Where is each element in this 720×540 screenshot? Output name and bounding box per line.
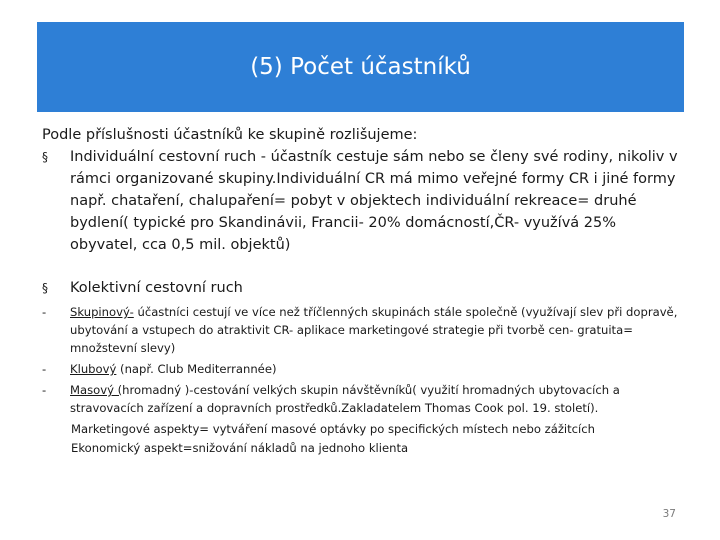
title-bar [37,22,684,112]
intro-line: Podle příslušnosti účastníků ke skupině rozlišujeme: [42,127,418,143]
subitem-term: Skupinový- [70,305,134,319]
extra-line-marketing: Marketingové aspekty= vytváření masové optávky po specifických místech nebo zážitcích [71,422,595,436]
collective-subitems [42,303,682,417]
bullet-text [70,146,682,256]
extra-line-economic: Ekonomický aspekt=snižování nákladů na jednoho klienta [71,441,409,455]
slide-content [42,124,682,458]
dash-marker: - [42,383,47,397]
dash-marker: - [42,362,47,376]
bullet-head: Individuální cestovní ruch - [70,149,271,165]
bullet-individual [42,146,682,256]
bullet-marker: § [42,150,48,164]
list-item [42,381,682,417]
subitem-term: Masový ( [70,383,123,397]
bullet-head: Kolektivní cestovní ruch [70,280,243,296]
subitem-text: účastníci cestují ve více než tříčlenných skupinách stále společně (využívají slev při dopravě, ubytování a vstupech do atraktivit CR- aplikace marketingové strategie při tvorbě cen- gratuita= množstevní slevy) [70,305,678,355]
bullet-collective [42,277,682,299]
subitem-term: Klubový [70,362,117,376]
subitem-text: hromadný )-cestování velkých skupin návštěvníků( využití hromadných ubytovacích a stravovacích zařízení a dopravních prostředků.Zakladatelem Thomas Cook pol. 19. století). [70,383,620,415]
list-item [42,360,682,378]
slide-title: (5) Počet účastníků [250,54,471,80]
page-number: 37 [662,508,676,520]
dash-marker: - [42,305,47,319]
bullet-body: účastník cestuje sám nebo se členy své rodiny, nikoliv v rámci organizované skupiny.Individuální CR má mimo veřejné formy CR i jiné formy např. chataření, chalupaření= pobyt v objektech individuální rekreace= druhé bydlení( typické pro Skandinávii, Francii- 20% domácností,ČR- využívá 25% obyvatel, cca 0,5 mil. objektů) [70,149,678,253]
subitem-text: (např. Club Mediterrannée) [116,362,277,376]
bullet-marker: § [42,281,48,295]
list-item [42,303,682,357]
